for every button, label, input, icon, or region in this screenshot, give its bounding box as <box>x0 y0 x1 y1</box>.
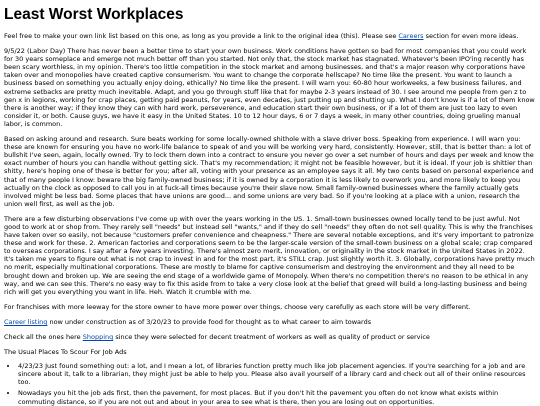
careers-link[interactable]: Careers <box>398 32 424 40</box>
franchises-paragraph: For franchises with more leeway for the store owner to have more power over things, choose very carefully as each store will be very different. <box>4 302 471 311</box>
shopping-text-pre: Check all the ones here <box>4 333 83 341</box>
job-ads-list <box>4 362 536 405</box>
intro-paragraph <box>4 32 536 40</box>
career-listing-paragraph <box>4 318 536 326</box>
job-ads-heading: The Usual Places To Scour For Job Ads <box>4 348 127 357</box>
shopping-text-post: since they were selected for decent treatment of workers as well as quality of product or service <box>113 333 430 341</box>
intro-text-pre: Feel free to make your own link list based on this one, as long as you provide a link to the original idea (this). Please see <box>4 32 399 40</box>
research-paragraph: Based on asking around and research. Sure beats working for some locally-owned shithole with a slave driver boss. Speaking from experience. I will warn you: these are known for ensuring you have no work-life balance to speak of and you will be working very hard, consistently. However, still, that is better than: a lot of bullshit I've seen, again, locally owned. Try to lock them down into a contract to ensure you never go over a set number of hours and days per week and know the exact number of hours you can handle without getting sick. That's my recommendation; it might not be feasible however, but it is ideal. If your job is shittier than shitty, here's hoping one of these is better for you; after all, voting with your presence as an employee says it all. My two cents based on personal experience and that of many people I know: beware the big family-owned business; if it is owned by a corporation it is less likely to overwork you, and more likely to keep you actually on the clock as opposed to call you in at fuck-all times because you're their slave now. Small family-owned businesses where the family actually gets involved might be less bad. Some places that have unions are good... and some unions are very bad. So if you're looking at a place with a union, research the union well first, as well as the job. <box>4 135 534 208</box>
career-listing-link[interactable]: Career listing <box>4 317 48 326</box>
intro-text-post: section for even more ideas. <box>423 32 519 40</box>
labor-day-paragraph: 9/5/22 (Labor Day) There has never been a better time to start your own business. Work conditions have gotten so bad for most companies that you could work for 30 years someplace and emerge not much better off than you started. Not only that, the stock market has stagnated. Whatever's been IPO'ing recently has been scary worthless, in my opinion. There's too little competition in the stock market and among businesses, and that's a major reason why corporations have taken over and monopolies have created captive consumerism. You want to change the corporate hellscape? No time like the present. You want to launch a business based on something you actually enjoy doing, ethically? No time like the present. I will warn you: 60-80 hour workweeks, a few business failures, and extreme setbacks are pretty much inevitable. Adapt, and you go through stuff like that for maybe 2-3 years instead of 30. I see around me people from gen z to gen x in legions, working for crap places, getting paid peanuts, for years, even decades, just putting up and shutting up. What I don't know is if a lot of them know there is another way; if they know they can with hard work, perseverence, and education start their own business, or if a lot of them are just too lazy to even consider it, or both. Cause guys, we have it easy in the United States. 10 to 12 hour days, 6 or 7 days a week, in many other countries, doing grueling manual labor, is common. <box>4 47 535 128</box>
list-item: • Nowadays you hit the job ads first, then the pavement, for most places. But if you don't hit the pavement you often do not know what exists within commuting distance, so if you are not out and about in your area to see what is there, then you are losing out on opportunities. <box>18 389 536 405</box>
observations-paragraph: There are a few disturbing observations I've come up with over the years working in the US. 1. Small-town businesses owned locally tend to be just awful. Not good to work at or shop from. They rarely sell "needs" but instead sell "wants," and if they do sell "needs" they often do not sell quality. This is why the franchises have taken over so easily, not because "customers prefer convenience and cheapness." There are several notable exceptions, and it's very important to patronize these and work for these. 2. American factories and corporations seem to be the larger-scale version of the small-town business on a global scale; crap compared to overseas corporations. I say after a few years investing. There's almost zero merit, innovation, or originality in the stock market in the United States in 2022. It's taken me years to figure out what is not crap to invest in and for the most part, it's STILL crap. Just slightly worth it. 3. Globally, corporations have pretty much no merit, especially multinational corporations. These are mostly to blame for captive consumerism and destroying the environment and they all need to be brought down and broken up. We are seeing the end stage of a worldwide game of Monopoly. When there's no competition there's no reason to be ethical in any way, and we can see this. There's no easy way to fix this aside from to take a very close look at the belief that greed will build a long-lasting business and being rich will get you everything you want in life. Heh. Watch it crumble with me. <box>4 214 535 296</box>
shopping-link[interactable]: Shopping <box>82 333 114 341</box>
list-item: • 4/23/23 Just found something out: a lot, and I mean a lot, of libraries function pretty much like job placement agencies. If you're searching for a job and are sincere about it, talk to a librarian, they might just be able to help you. Please also avail yourself of a library card and check out all of their online resources too. <box>18 362 536 386</box>
shopping-paragraph <box>4 333 536 341</box>
page-title: Least Worst Workplaces <box>4 6 184 23</box>
career-listing-text: now under construction as of 3/20/23 to provide food for thought as to what career to aim towards <box>47 317 372 326</box>
